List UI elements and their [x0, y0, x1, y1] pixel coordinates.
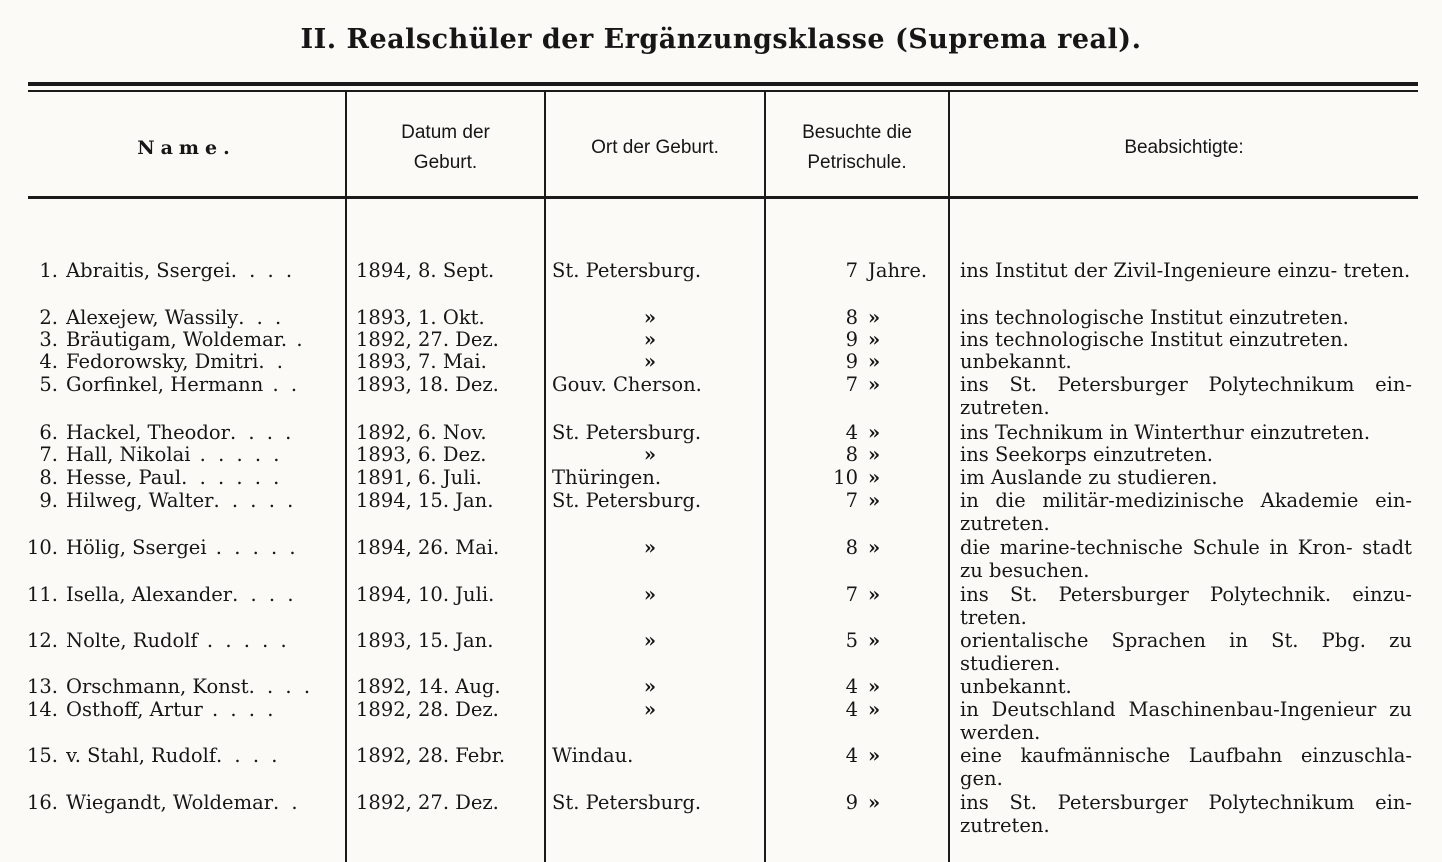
table-row [0, 422, 1442, 444]
table-row [0, 467, 1442, 489]
birth-place: Thüringen. [552, 466, 662, 489]
intended-plan: ins technologische Institut einzutreten. [960, 306, 1349, 329]
school-years: 4 » [845, 675, 881, 698]
student-name: Isella, Alexander. . . . [66, 584, 297, 606]
leader-dots: . . . . . . [181, 467, 283, 489]
school-years: 5 » [845, 629, 881, 652]
intended-plan: eine kaufmännische Laufbahn einzuschla- gen. [960, 744, 1412, 790]
row-number: 1. [39, 259, 58, 282]
birth-date: 1894, 8. Sept. [356, 259, 495, 282]
header-birth-place: Ort der Geburt. [591, 137, 719, 158]
row-number: 5. [39, 373, 58, 396]
leader-dots: . . . . . [213, 490, 297, 512]
student-name: Hesse, Paul. . . . . . [66, 467, 283, 489]
student-name: Hölig, Ssergei . . . . . [66, 537, 299, 559]
row-number: 14. [26, 698, 58, 721]
leader-dots: . . . [238, 307, 285, 329]
row-number: 16. [26, 791, 58, 814]
intended-plan: ins St. Petersburger Polytechnikum ein- zutreten. [960, 791, 1412, 837]
intended-plan: in Deutschland Maschinenbau-Ingenieur zu werden. [960, 698, 1412, 744]
school-years: 10 » [833, 466, 881, 489]
leader-dots: . . . . [216, 745, 281, 767]
student-name: Abraitis, Ssergei. . . . [66, 260, 296, 282]
table-row [0, 676, 1442, 698]
birth-date: 1892, 6. Nov. [356, 421, 487, 444]
birth-place: Windau. [552, 744, 634, 767]
table-row [0, 699, 1442, 743]
birth-place-ditto: » [643, 675, 657, 698]
leader-dots: . . [258, 351, 286, 373]
table-row [0, 329, 1442, 351]
student-name: Fedorowsky, Dmitri. . [66, 351, 286, 373]
birth-place: Gouv. Cherson. [552, 373, 702, 396]
birth-place-ditto: » [643, 536, 657, 559]
row-number: 2. [39, 306, 58, 329]
school-years: 7 » [845, 489, 881, 512]
birth-date: 1894, 10. Juli. [356, 583, 495, 606]
birth-date: 1893, 18. Dez. [356, 373, 499, 396]
intended-plan: ins St. Petersburger Polytechnik. einzu- treten. [960, 583, 1412, 629]
birth-date: 1894, 26. Mai. [356, 536, 500, 559]
row-number: 13. [26, 675, 58, 698]
birth-place-ditto: » [643, 328, 657, 351]
intended-plan: ins technologische Institut einzutreten. [960, 328, 1349, 351]
school-years: 7 Jahre. [845, 259, 928, 282]
table-row [0, 260, 1442, 304]
student-name: Hall, Nikolai . . . . . [66, 444, 283, 466]
row-number: 4. [39, 350, 58, 373]
table-row [0, 490, 1442, 534]
school-years: 9 » [845, 791, 881, 814]
birth-date: 1894, 15. Jan. [356, 489, 494, 512]
birth-place: St. Petersburg. [552, 259, 702, 282]
student-name: Osthoff, Artur . . . . [66, 699, 277, 721]
intended-plan: ins St. Petersburger Polytechnikum ein- zutreten. [960, 373, 1412, 419]
birth-place: St. Petersburg. [552, 791, 702, 814]
header-school-years: Besuchte die Petrischule. [802, 122, 912, 173]
birth-date: 1891, 6. Juli. [356, 466, 482, 489]
leader-dots: . . [263, 374, 301, 396]
school-years: 8 » [845, 306, 881, 329]
leader-dots: . . . . . [197, 630, 290, 652]
birth-place-ditto: » [643, 629, 657, 652]
student-name: Hackel, Theodor. . . . [66, 422, 295, 444]
birth-date: 1893, 6. Dez. [356, 443, 487, 466]
table-row [0, 537, 1442, 581]
leader-dots: . . . . [230, 260, 296, 282]
table-row [0, 444, 1442, 466]
leader-dots: . . . . [248, 676, 314, 698]
birth-place-ditto: » [643, 583, 657, 606]
school-years: 8 » [845, 536, 881, 559]
row-number: 8. [39, 466, 58, 489]
student-name: Wiegandt, Woldemar. . [66, 792, 301, 814]
row-number: 9. [39, 489, 58, 512]
birth-date: 1893, 15. Jan. [356, 629, 494, 652]
student-name: Orschmann, Konst. . . . [66, 676, 314, 698]
birth-place: St. Petersburg. [552, 489, 702, 512]
birth-place-ditto: » [643, 698, 657, 721]
row-number: 15. [26, 744, 58, 767]
birth-date: 1892, 28. Dez. [356, 698, 499, 721]
leader-dots: . . . . . [190, 444, 283, 466]
row-number: 10. [26, 536, 58, 559]
table-row [0, 792, 1442, 836]
header-name: Name. [137, 137, 236, 159]
table-row [0, 745, 1442, 789]
leader-dots: . . . . [232, 584, 297, 606]
row-number: 3. [39, 328, 58, 351]
school-years: 4 » [845, 698, 881, 721]
intended-plan: ins Seekorps einzutreten. [960, 443, 1214, 466]
leader-dots: . . . . [229, 422, 295, 444]
intended-plan: ins Technikum in Winterthur einzutreten. [960, 421, 1371, 444]
page-title: II. Realschüler der Ergänzungsklasse (Suprema real). [300, 24, 1142, 55]
birth-date: 1892, 27. Dez. [356, 791, 499, 814]
student-name: Alexejew, Wassily. . . [66, 307, 285, 329]
intended-plan: die marine-technische Schule in Kron- stadt zu besuchen. [960, 536, 1412, 582]
school-years: 8 » [845, 443, 881, 466]
table-row [0, 351, 1442, 373]
school-years: 4 » [845, 744, 881, 767]
student-name: Gorfinkel, Hermann . . [66, 374, 301, 396]
intended-plan: ins Institut der Zivil-Ingenieure einzu- treten. [960, 259, 1411, 282]
student-name: Nolte, Rudolf . . . . . [66, 630, 290, 652]
table-row [0, 630, 1442, 674]
row-number: 12. [26, 629, 58, 652]
intended-plan: in die militär-medizinische Akademie ein- zutreten. [960, 489, 1412, 535]
table-row [0, 374, 1442, 418]
birth-date: 1892, 28. Febr. [356, 744, 506, 767]
school-years: 7 » [845, 373, 881, 396]
school-years: 9 » [845, 350, 881, 373]
student-name: Bräutigam, Woldemar. . [66, 329, 306, 351]
birth-place-ditto: » [643, 350, 657, 373]
leader-dots: . [287, 329, 306, 351]
table-row [0, 584, 1442, 628]
table-row [0, 307, 1442, 329]
school-years: 4 » [845, 421, 881, 444]
leader-dots: . . . . [202, 699, 277, 721]
student-name: Hilweg, Walter. . . . . [66, 490, 297, 512]
leader-dots: . . . . . [206, 537, 299, 559]
row-number: 7. [39, 443, 58, 466]
intended-plan: unbekannt. [960, 675, 1072, 698]
row-number: 6. [39, 421, 58, 444]
birth-date: 1893, 7. Mai. [356, 350, 487, 373]
intended-plan: unbekannt. [960, 350, 1072, 373]
school-years: 9 » [845, 328, 881, 351]
leader-dots: . . [273, 792, 301, 814]
birth-place-ditto: » [643, 443, 657, 466]
header-intended: Beabsichtigte: [1124, 137, 1244, 158]
intended-plan: orientalische Sprachen in St. Pbg. zu studieren. [960, 629, 1412, 675]
student-name: v. Stahl, Rudolf. . . . [66, 745, 281, 767]
birth-place-ditto: » [643, 306, 657, 329]
birth-date: 1892, 27. Dez. [356, 328, 499, 351]
birth-date: 1892, 14. Aug. [356, 675, 501, 698]
row-number: 11. [26, 583, 58, 606]
birth-place: St. Petersburg. [552, 421, 702, 444]
school-years: 7 » [845, 583, 881, 606]
birth-date: 1893, 1. Okt. [356, 306, 485, 329]
header-birth-date: Datum der Geburt. [401, 122, 490, 173]
intended-plan: im Auslande zu studieren. [960, 466, 1218, 489]
